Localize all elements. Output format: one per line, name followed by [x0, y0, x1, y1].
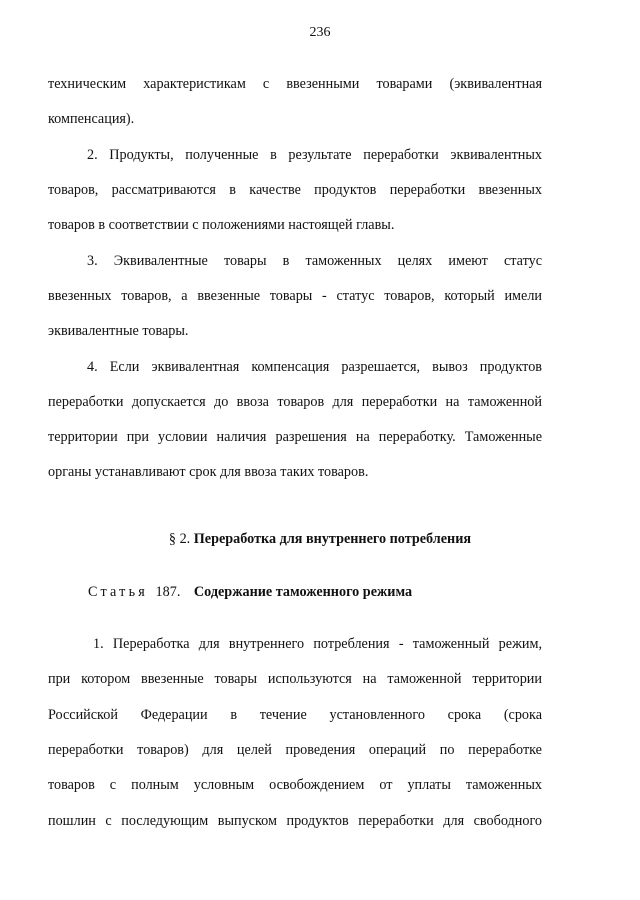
article-number: 187.: [155, 584, 181, 600]
text-line: 4. Если эквивалентная компенсация разрешается, вывоз продуктов: [87, 359, 542, 375]
text-line: техническим характеристикам с ввезенными товарами (эквивалентная: [48, 76, 542, 92]
text-line: при котором ввезенные товары используются на таможенной территории: [48, 671, 542, 687]
text-line: 3. Эквивалентные товары в таможенных целях имеют статус: [87, 253, 542, 269]
article-title: Содержание таможенного режима: [193, 584, 413, 600]
text-line: эквивалентные товары.: [48, 323, 189, 339]
text-line: переработки товаров) для целей проведения операций по переработке: [48, 742, 542, 758]
text-line: территории при условии наличия разрешения на переработку. Таможенные: [48, 429, 542, 445]
text-line: 2. Продукты, полученные в результате переработки эквивалентных: [87, 147, 542, 163]
text-line: товаров, рассматриваются в качестве продуктов переработки ввезенных: [48, 182, 542, 198]
section-heading-prefix: § 2.: [168, 531, 194, 547]
section-heading: [0, 530, 640, 548]
text-line: Российской Федерации в течение установленного срока (срока: [48, 707, 542, 723]
text-line: компенсация).: [48, 111, 135, 127]
page-number: 236: [309, 25, 331, 40]
text-line: ввезенных товаров, а ввезенные товары - статус товаров, который имели: [48, 288, 542, 304]
section-heading-title: Переработка для внутреннего потребления: [193, 531, 472, 547]
text-line: 1. Переработка для внутреннего потребления - таможенный режим,: [93, 636, 542, 652]
text-line: товаров в соответствии с положениями настоящей главы.: [48, 217, 395, 233]
article-label: Статья: [88, 584, 148, 600]
text-line: товаров с полным условным освобождением от уплаты таможенных: [48, 777, 542, 793]
text-line: переработки допускается до ввоза товаров для переработки на таможенной: [48, 394, 542, 410]
article-heading: [88, 583, 412, 601]
text-line: пошлин с последующим выпуском продуктов переработки для свободного: [48, 813, 542, 829]
text-line: органы устанавливают срок для ввоза таких товаров.: [48, 464, 369, 480]
